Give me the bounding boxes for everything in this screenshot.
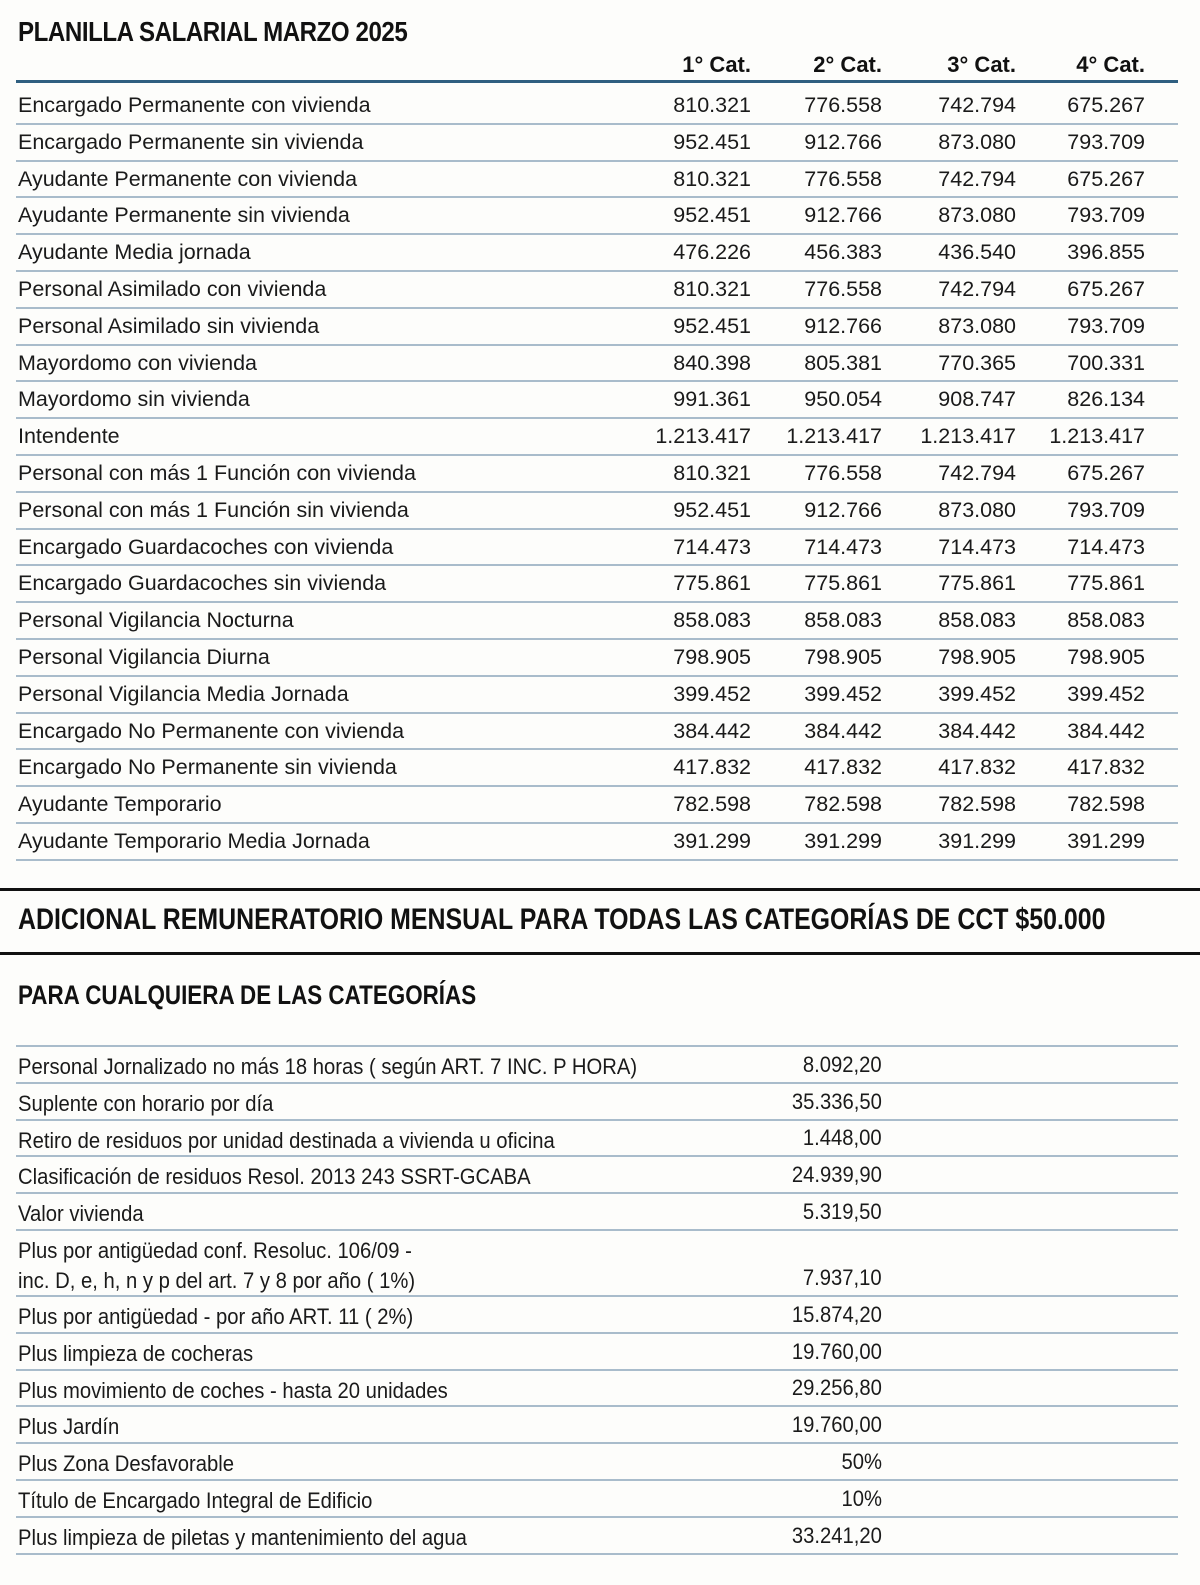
- cell-cat3: 714.473: [938, 534, 1016, 559]
- cell-cat4: 675.267: [1067, 166, 1145, 191]
- cell-cat1: 391.299: [673, 828, 751, 853]
- extras-label-line2: inc. D, e, h, n y p del art. 7 y 8 por año ( 1%): [18, 1267, 416, 1293]
- table-row: [16, 603, 1178, 640]
- extras-value: 24.939,90: [791, 1162, 882, 1188]
- row-label: Encargado Permanente con vivienda: [18, 93, 371, 117]
- row-label: Encargado No Permanente con vivienda: [18, 718, 405, 743]
- cell-cat1: 775.861: [673, 571, 751, 596]
- table-row: [16, 750, 1178, 787]
- cell-cat1: 952.451: [673, 203, 751, 228]
- cell-cat2: 858.083: [804, 608, 882, 633]
- cell-cat3: 873.080: [938, 129, 1016, 154]
- table-row: [16, 566, 1178, 603]
- cell-cat2: 417.832: [804, 755, 882, 780]
- extras-label: [18, 1236, 415, 1296]
- table-row: [16, 88, 1178, 125]
- extras-label-line1: Valor vivienda: [18, 1201, 144, 1227]
- cell-cat2: 798.905: [804, 644, 882, 669]
- extras-row: [16, 1481, 1178, 1518]
- row-label: Personal con más 1 Función sin vivienda: [18, 497, 409, 522]
- cell-cat2: 950.054: [804, 387, 882, 412]
- cell-cat3: 384.442: [938, 718, 1016, 743]
- additional-remuneration-banner: ADICIONAL REMUNERATORIO MENSUAL PARA TODAS LAS CATEGORÍAS DE CCT $50.000: [18, 903, 1106, 936]
- extras-value: 7.937,10: [803, 1264, 882, 1290]
- cell-cat3: 1.213.417: [920, 424, 1016, 449]
- extras-label-line1: Suplente con horario por día: [18, 1090, 274, 1116]
- extras-label-line1: Título de Encargado Integral de Edificio: [18, 1487, 373, 1513]
- cell-cat4: 793.709: [1067, 203, 1145, 228]
- table-row: [16, 309, 1178, 346]
- extras-label: [18, 1449, 234, 1479]
- column-header-cat2: 2° Cat.: [813, 52, 882, 77]
- extras-value: 1.448,00: [803, 1125, 882, 1151]
- cell-cat3: 391.299: [938, 828, 1016, 853]
- cell-cat2: 776.558: [804, 460, 882, 485]
- cell-cat2: 776.558: [804, 166, 882, 191]
- row-label: Encargado Permanente sin vivienda: [18, 129, 364, 154]
- cell-cat3: 742.794: [938, 93, 1016, 117]
- table-row: [16, 456, 1178, 493]
- extras-label: [18, 1052, 637, 1082]
- cell-cat1: 417.832: [673, 755, 751, 780]
- extras-row: [16, 1121, 1178, 1158]
- cell-cat1: 858.083: [673, 608, 751, 633]
- row-label: Ayudante Temporario: [18, 792, 222, 817]
- cell-cat3: 399.452: [938, 681, 1016, 706]
- cell-cat3: 908.747: [938, 387, 1016, 412]
- cell-cat2: 391.299: [804, 828, 882, 853]
- extras-label: [18, 1376, 448, 1406]
- column-header-cat4: 4° Cat.: [1076, 52, 1145, 77]
- row-label: Ayudante Temporario Media Jornada: [18, 828, 370, 853]
- extras-row: [16, 1047, 1178, 1084]
- extras-row: [16, 1444, 1178, 1481]
- banner-top-divider: [0, 888, 1200, 891]
- extras-value: 15.874,20: [791, 1301, 882, 1327]
- cell-cat1: 476.226: [673, 240, 751, 265]
- row-label: Mayordomo con vivienda: [18, 350, 258, 375]
- cell-cat4: 700.331: [1067, 350, 1145, 375]
- extras-row: [16, 1297, 1178, 1334]
- extras-value: 10%: [841, 1485, 882, 1511]
- extras-label-line1: Plus por antigüedad - por año ART. 11 ( 2%): [18, 1303, 414, 1329]
- cell-cat3: 782.598: [938, 792, 1016, 817]
- extras-label: [18, 1412, 119, 1442]
- row-label: Mayordomo sin vivienda: [18, 387, 250, 412]
- extras-label: [18, 1486, 372, 1516]
- cell-cat3: 770.365: [938, 350, 1016, 375]
- cell-cat2: 399.452: [804, 681, 882, 706]
- cell-cat3: 798.905: [938, 644, 1016, 669]
- cell-cat4: 675.267: [1067, 460, 1145, 485]
- extras-value: 29.256,80: [791, 1375, 882, 1401]
- row-label: Ayudante Permanente sin vivienda: [18, 203, 350, 228]
- table-row: [16, 382, 1178, 419]
- salary-table: [16, 88, 1178, 861]
- cell-cat2: 776.558: [804, 276, 882, 301]
- cell-cat3: 858.083: [938, 608, 1016, 633]
- row-label: Personal con más 1 Función con vivienda: [18, 460, 416, 485]
- row-label: Personal Asimilado con vivienda: [18, 276, 327, 301]
- cell-cat4: 1.213.417: [1049, 424, 1145, 449]
- cell-cat4: 793.709: [1067, 129, 1145, 154]
- cell-cat2: 912.766: [804, 129, 882, 154]
- extras-label-line1: Plus Zona Desfavorable: [18, 1451, 235, 1477]
- cell-cat4: 793.709: [1067, 497, 1145, 522]
- extras-label: [18, 1302, 413, 1332]
- cell-cat2: 775.861: [804, 571, 882, 596]
- cell-cat3: 873.080: [938, 497, 1016, 522]
- cell-cat1: 810.321: [673, 460, 751, 485]
- row-label: Encargado No Permanente sin vivienda: [18, 755, 397, 780]
- extras-row: [16, 1407, 1178, 1444]
- cell-cat4: 675.267: [1067, 93, 1145, 117]
- cell-cat2: 912.766: [804, 313, 882, 338]
- table-row: [16, 235, 1178, 272]
- extras-label-line1: Clasificación de residuos Resol. 2013 243 SSRT-GCABA: [18, 1164, 531, 1190]
- cell-cat1: 384.442: [673, 718, 751, 743]
- column-header-cat3: 3° Cat.: [947, 52, 1016, 77]
- column-header-cat1: 1° Cat.: [682, 52, 751, 77]
- table-row: [16, 677, 1178, 714]
- extras-label: [18, 1199, 144, 1229]
- extras-value: 33.241,20: [791, 1522, 882, 1548]
- row-label: Intendente: [18, 424, 120, 449]
- extras-row: [16, 1084, 1178, 1121]
- cell-cat1: 952.451: [673, 497, 751, 522]
- cell-cat1: 714.473: [673, 534, 751, 559]
- cell-cat4: 798.905: [1067, 644, 1145, 669]
- extras-value: 35.336,50: [791, 1088, 882, 1114]
- extras-value: 19.760,00: [791, 1412, 882, 1438]
- table-row: [16, 493, 1178, 530]
- extras-label: [18, 1126, 555, 1156]
- cell-cat2: 1.213.417: [786, 424, 882, 449]
- extras-row: [16, 1371, 1178, 1408]
- cell-cat4: 782.598: [1067, 792, 1145, 817]
- extras-label: [18, 1162, 531, 1192]
- table-row: [16, 714, 1178, 751]
- banner-bottom-divider: [0, 952, 1200, 955]
- extras-label: [18, 1089, 273, 1119]
- section2-title: PARA CUALQUIERA DE LAS CATEGORÍAS: [18, 980, 477, 1010]
- cell-cat3: 742.794: [938, 460, 1016, 485]
- cell-cat2: 776.558: [804, 93, 882, 117]
- table-row: [16, 640, 1178, 677]
- extras-value: 8.092,20: [803, 1051, 882, 1077]
- cell-cat2: 912.766: [804, 203, 882, 228]
- extras-label-line1: Personal Jornalizado no más 18 horas ( según ART. 7 INC. P HORA): [18, 1054, 638, 1079]
- cell-cat2: 456.383: [804, 240, 882, 265]
- cell-cat1: 991.361: [673, 387, 751, 412]
- cell-cat1: 798.905: [673, 644, 751, 669]
- cell-cat1: 952.451: [673, 313, 751, 338]
- extras-label: [18, 1339, 253, 1369]
- cell-cat2: 912.766: [804, 497, 882, 522]
- cell-cat4: 391.299: [1067, 828, 1145, 853]
- cell-cat4: 396.855: [1067, 240, 1145, 265]
- row-label: Personal Vigilancia Media Jornada: [18, 681, 349, 706]
- cell-cat1: 782.598: [673, 792, 751, 817]
- extras-row: [16, 1157, 1178, 1194]
- row-label: Encargado Guardacoches sin vivienda: [18, 571, 387, 596]
- header-divider: [16, 80, 1178, 83]
- cell-cat4: 399.452: [1067, 681, 1145, 706]
- cell-cat4: 793.709: [1067, 313, 1145, 338]
- cell-cat4: 384.442: [1067, 718, 1145, 743]
- cell-cat4: 714.473: [1067, 534, 1145, 559]
- extras-label-line1: Plus Jardín: [18, 1414, 120, 1440]
- cell-cat1: 810.321: [673, 93, 751, 117]
- cell-cat1: 399.452: [673, 681, 751, 706]
- page-title: PLANILLA SALARIAL MARZO 2025: [18, 16, 408, 47]
- extras-row: [16, 1231, 1178, 1297]
- extras-label-line1: Plus limpieza de piletas y mantenimiento del agua: [18, 1524, 467, 1550]
- cell-cat4: 417.832: [1067, 755, 1145, 780]
- table-row: [16, 162, 1178, 199]
- row-label: Ayudante Media jornada: [18, 240, 251, 265]
- cell-cat1: 840.398: [673, 350, 751, 375]
- extras-label-line1: Plus por antigüedad conf. Resoluc. 106/09 -: [18, 1237, 412, 1263]
- cell-cat1: 1.213.417: [655, 424, 751, 449]
- extras-table: [16, 1045, 1178, 1555]
- table-row: [16, 419, 1178, 456]
- cell-cat2: 782.598: [804, 792, 882, 817]
- cell-cat1: 810.321: [673, 276, 751, 301]
- extras-label-line1: Plus limpieza de cocheras: [18, 1340, 254, 1366]
- cell-cat3: 873.080: [938, 313, 1016, 338]
- cell-cat3: 742.794: [938, 276, 1016, 301]
- extras-value: 50%: [841, 1448, 882, 1474]
- cell-cat4: 675.267: [1067, 276, 1145, 301]
- table-row: [16, 272, 1178, 309]
- table-row: [16, 787, 1178, 824]
- cell-cat4: 775.861: [1067, 571, 1145, 596]
- table-row: [16, 198, 1178, 235]
- cell-cat4: 858.083: [1067, 608, 1145, 633]
- cell-cat2: 384.442: [804, 718, 882, 743]
- cell-cat3: 775.861: [938, 571, 1016, 596]
- cell-cat1: 810.321: [673, 166, 751, 191]
- cell-cat3: 436.540: [938, 240, 1016, 265]
- extras-row: [16, 1518, 1178, 1555]
- extras-row: [16, 1334, 1178, 1371]
- cell-cat4: 826.134: [1067, 387, 1145, 412]
- row-label: Encargado Guardacoches con vivienda: [18, 534, 394, 559]
- cell-cat3: 873.080: [938, 203, 1016, 228]
- extras-label-line1: Plus movimiento de coches - hasta 20 unidades: [18, 1377, 448, 1403]
- row-label: Personal Vigilancia Nocturna: [18, 608, 294, 633]
- extras-label-line1: Retiro de residuos por unidad destinada a vivienda u oficina: [18, 1127, 555, 1153]
- row-label: Personal Vigilancia Diurna: [18, 644, 270, 669]
- cell-cat2: 805.381: [804, 350, 882, 375]
- row-label: Ayudante Permanente con vivienda: [18, 166, 358, 191]
- table-row: [16, 824, 1178, 861]
- table-row: [16, 346, 1178, 383]
- table-row: [16, 125, 1178, 162]
- extras-row: [16, 1194, 1178, 1231]
- extras-value: 5.319,50: [803, 1198, 882, 1224]
- extras-label: [18, 1523, 467, 1553]
- cell-cat3: 417.832: [938, 755, 1016, 780]
- cell-cat2: 714.473: [804, 534, 882, 559]
- table-row: [16, 530, 1178, 567]
- row-label: Personal Asimilado sin vivienda: [18, 313, 320, 338]
- cell-cat3: 742.794: [938, 166, 1016, 191]
- extras-value: 19.760,00: [791, 1338, 882, 1364]
- cell-cat1: 952.451: [673, 129, 751, 154]
